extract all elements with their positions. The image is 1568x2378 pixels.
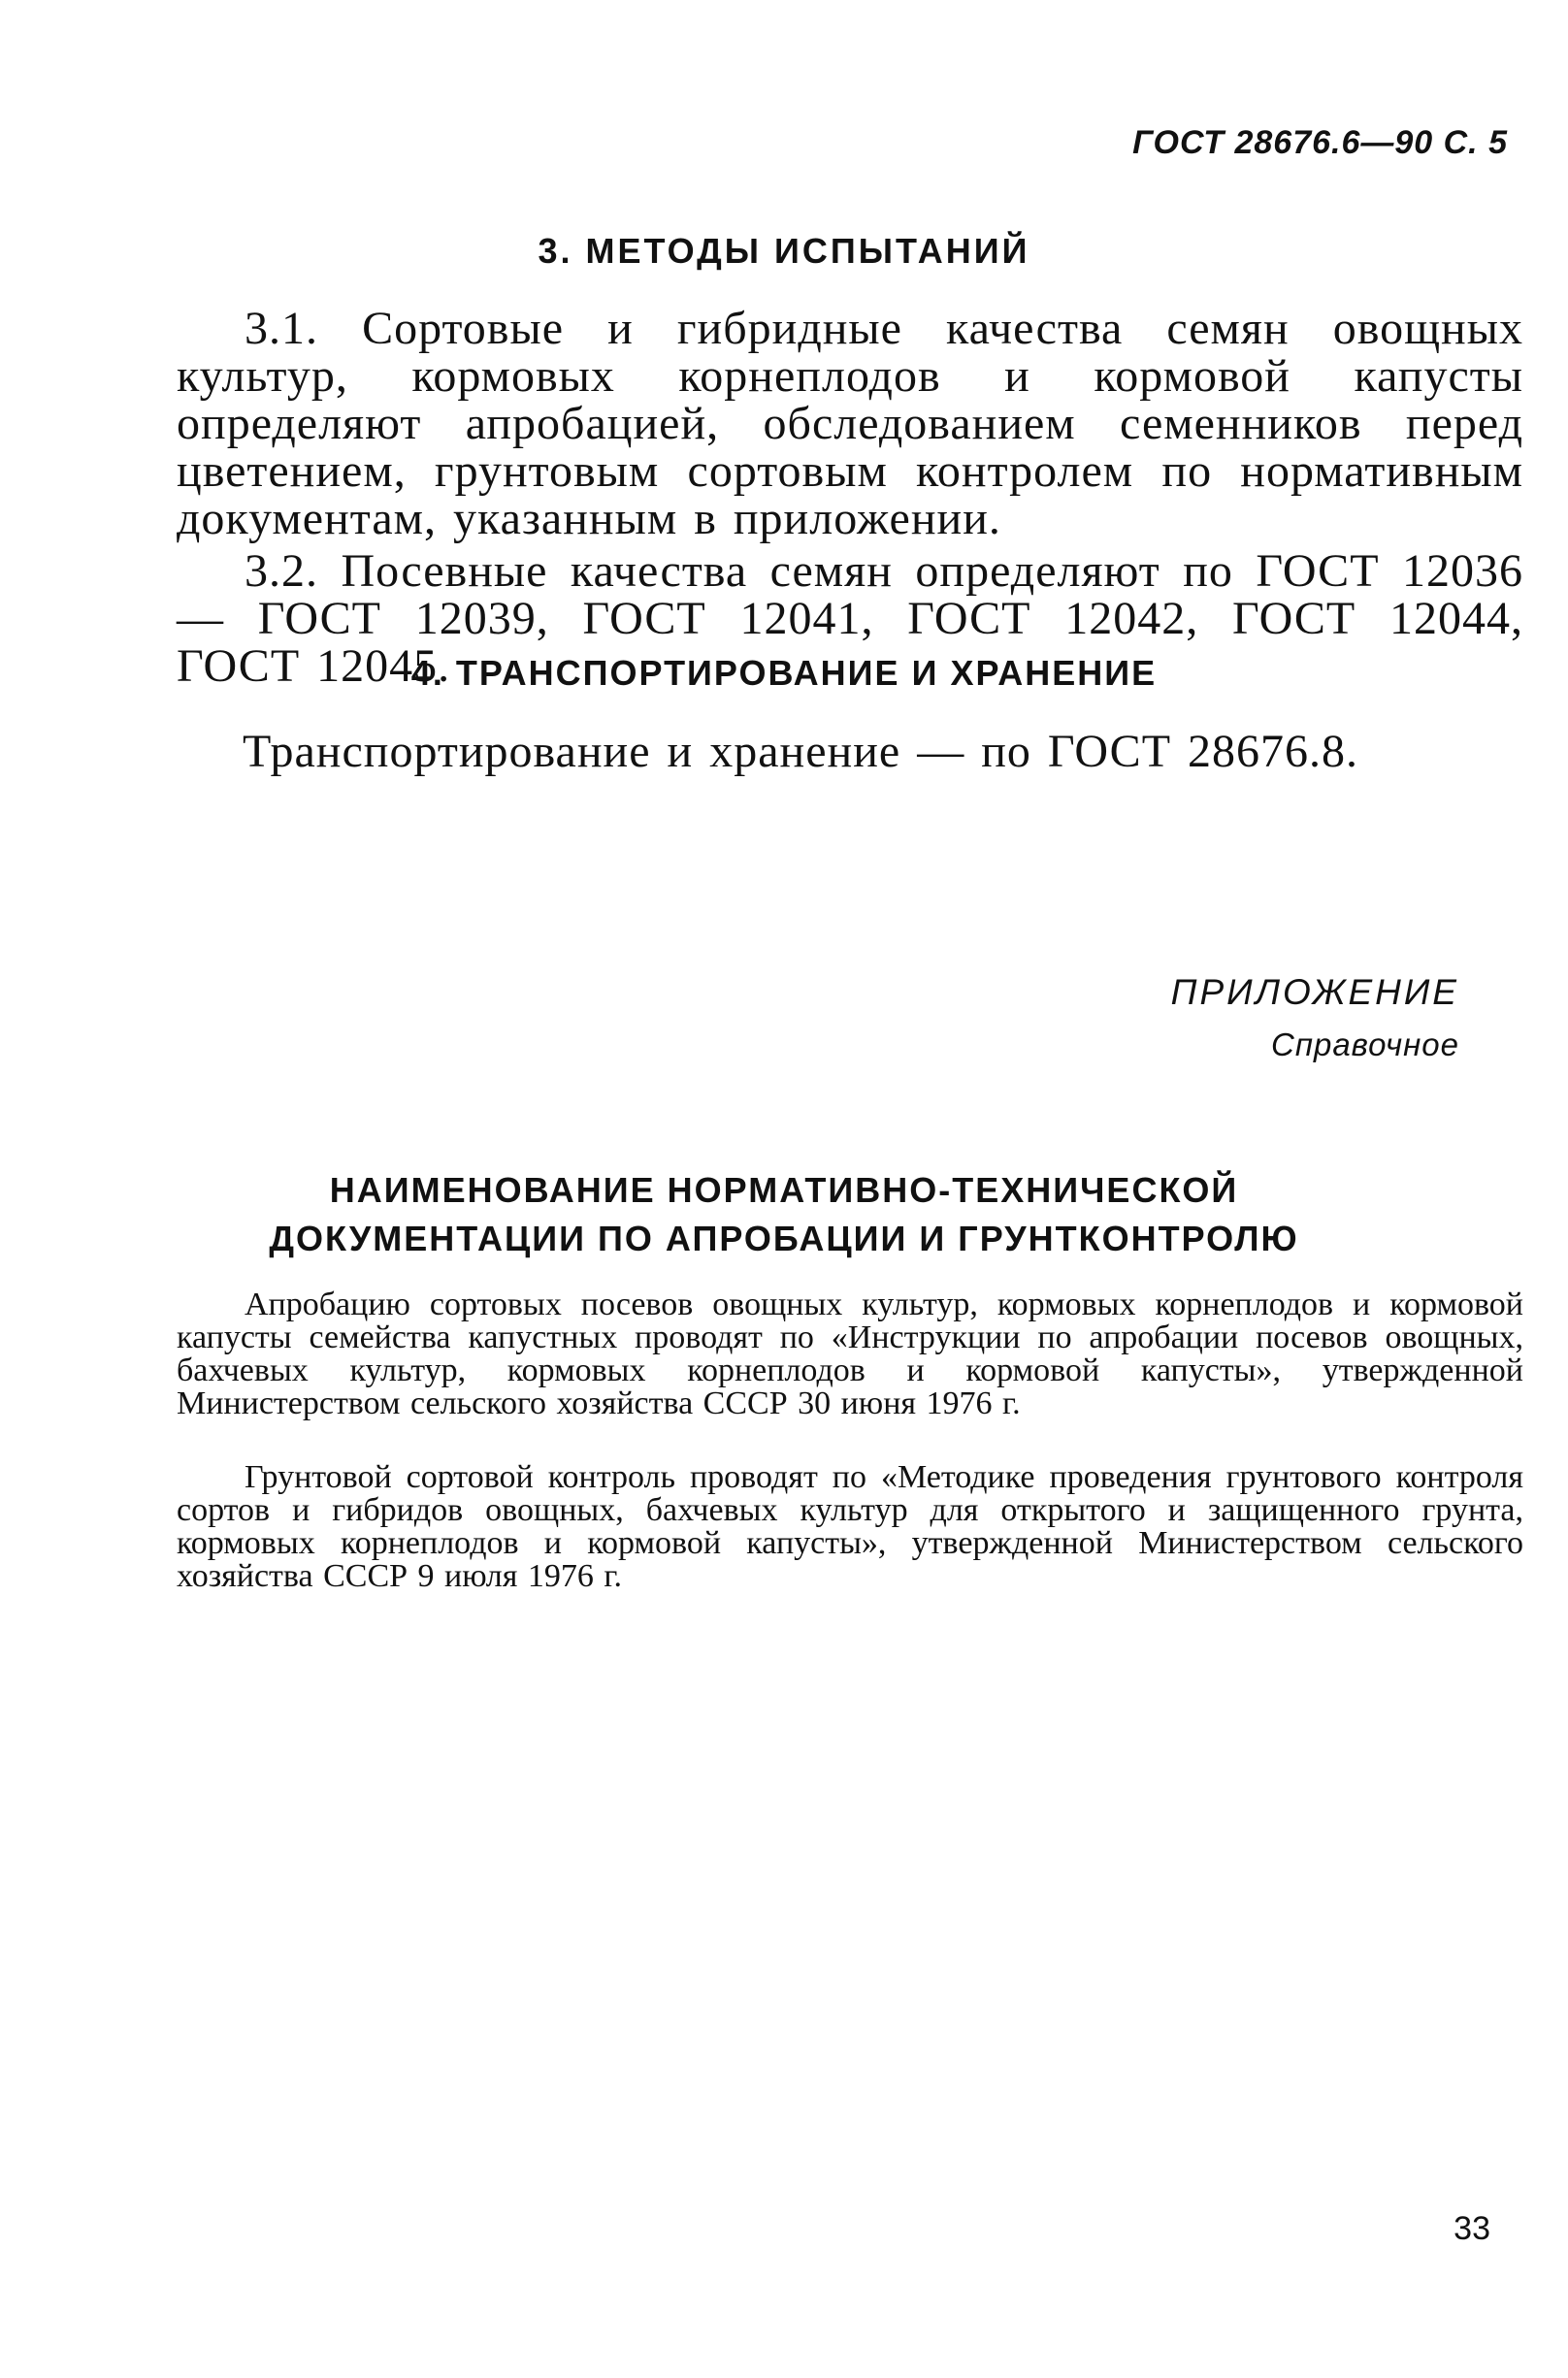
appendix-type: Справочное [1270, 1026, 1459, 1062]
paragraph-3-2: 3.2. Посевные качества семян определяют по ГОСТ 12036 — ГОСТ 12039, ГОСТ 12041, ГОСТ 12042, ГОСТ 12044, ГОСТ 12045. [177, 545, 1523, 692]
appendix-paragraph-2: Грунтовой сортовой контроль проводят по «Методике проведения грунтового контроля сортов и гибридов овощных, бахчевых культур для открытого и защищенного грунта, кормовых корнеплодов и кормовой капусты», утвержденной Министерством сельского хозяйства СССР 9 июля 1976 г. [177, 1459, 1523, 1594]
appendix-label: ПРИЛОЖЕНИЕ [1170, 972, 1459, 1012]
section-4-heading: 4. ТРАНСПОРТИРОВАНИЕ И ХРАНЕНИЕ [410, 653, 1158, 693]
appendix-paragraph-1: Апробацию сортовых посевов овощных культур, кормовых корнеплодов и кормовой капусты семейства капустных проводят по «Инструкции по апробации посевов овощных, бахчевых культур, кормовых корнеплодов и кормовой капусты», утвержденной Министерством сельского хозяйства СССР 30 июня 1976 г. [177, 1287, 1523, 1421]
appendix-title-line-1: НАИМЕНОВАНИЕ НОРМАТИВНО-ТЕХНИЧЕСКОЙ [329, 1170, 1239, 1210]
appendix-title-line-2: ДОКУМЕНТАЦИИ ПО АПРОБАЦИИ И ГРУНТКОНТРОЛЮ [269, 1219, 1299, 1258]
page-header-standard-ref: ГОСТ 28676.6—90 С. 5 [1132, 124, 1508, 161]
transport-storage-text: Транспортирование и хранение — по ГОСТ 28676.8. [243, 726, 1359, 777]
page-number: 33 [1454, 2210, 1490, 2247]
section-3-heading: 3. МЕТОДЫ ИСПЫТАНИЙ [538, 231, 1030, 271]
paragraph-3-1: 3.1. Сортовые и гибридные качества семян овощных культур, кормовых корнеплодов и кормовой капусты определяют апробацией, обследованием семенников перед цветением, грунтовым сортовым контролем по нормативным документам, указанным в приложении. [177, 303, 1523, 544]
